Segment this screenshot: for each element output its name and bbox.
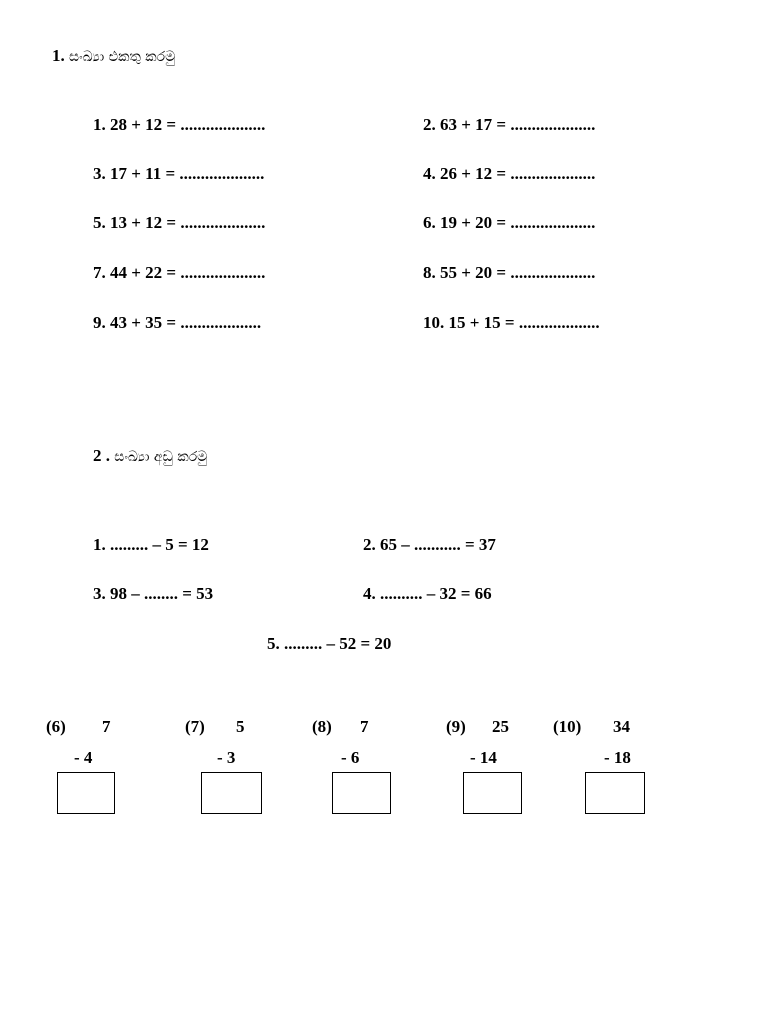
answer-box-6[interactable]: [57, 772, 115, 814]
vertical-bottom-8: - 6: [341, 748, 360, 767]
vertical-label-7: (7): [185, 717, 205, 736]
section1-heading: [52, 46, 175, 66]
add-question-3: 3. 17 + 11 = ....................: [93, 164, 265, 183]
section1-number: 1.: [52, 46, 65, 65]
vertical-top-6: 7: [102, 717, 111, 736]
add-question-2: 2. 63 + 17 = ....................: [423, 115, 596, 134]
vertical-label-9: (9): [446, 717, 466, 736]
answer-box-10[interactable]: [585, 772, 645, 814]
vertical-bottom-10: - 18: [604, 748, 631, 767]
vertical-top-10: 34: [613, 717, 630, 736]
add-question-6: 6. 19 + 20 = ....................: [423, 213, 596, 232]
add-question-1: 1. 28 + 12 = ....................: [93, 115, 266, 134]
add-question-7: 7. 44 + 22 = ....................: [93, 263, 266, 282]
sub-question-4: 4. .......... – 32 = 66: [363, 584, 492, 603]
section2-heading: [93, 446, 207, 466]
add-question-4: 4. 26 + 12 = ....................: [423, 164, 596, 183]
vertical-bottom-7: - 3: [217, 748, 236, 767]
section2-title: සංඛ්‍යා අඩු කරමු: [114, 449, 208, 465]
vertical-bottom-9: - 14: [470, 748, 497, 767]
section1-title: සංඛ්‍යා එකතු කරමු: [69, 49, 176, 65]
add-question-10: 10. 15 + 15 = ...................: [423, 313, 600, 332]
vertical-label-10: (10): [553, 717, 582, 736]
vertical-label-8: (8): [312, 717, 332, 736]
sub-question-5: 5. ......... – 52 = 20: [267, 634, 392, 653]
vertical-bottom-6: - 4: [74, 748, 93, 767]
answer-box-9[interactable]: [463, 772, 522, 814]
add-question-9: 9. 43 + 35 = ...................: [93, 313, 262, 332]
answer-box-8[interactable]: [332, 772, 391, 814]
sub-question-3: 3. 98 – ........ = 53: [93, 584, 214, 603]
vertical-top-9: 25: [492, 717, 509, 736]
answer-box-7[interactable]: [201, 772, 262, 814]
sub-question-1: 1. ......... – 5 = 12: [93, 535, 209, 554]
sub-question-2: 2. 65 – ........... = 37: [363, 535, 496, 554]
vertical-top-8: 7: [360, 717, 369, 736]
add-question-5: 5. 13 + 12 = ....................: [93, 213, 266, 232]
section2-number: 2 .: [93, 446, 110, 465]
vertical-top-7: 5: [236, 717, 245, 736]
add-question-8: 8. 55 + 20 = ....................: [423, 263, 596, 282]
vertical-label-6: (6): [46, 717, 66, 736]
